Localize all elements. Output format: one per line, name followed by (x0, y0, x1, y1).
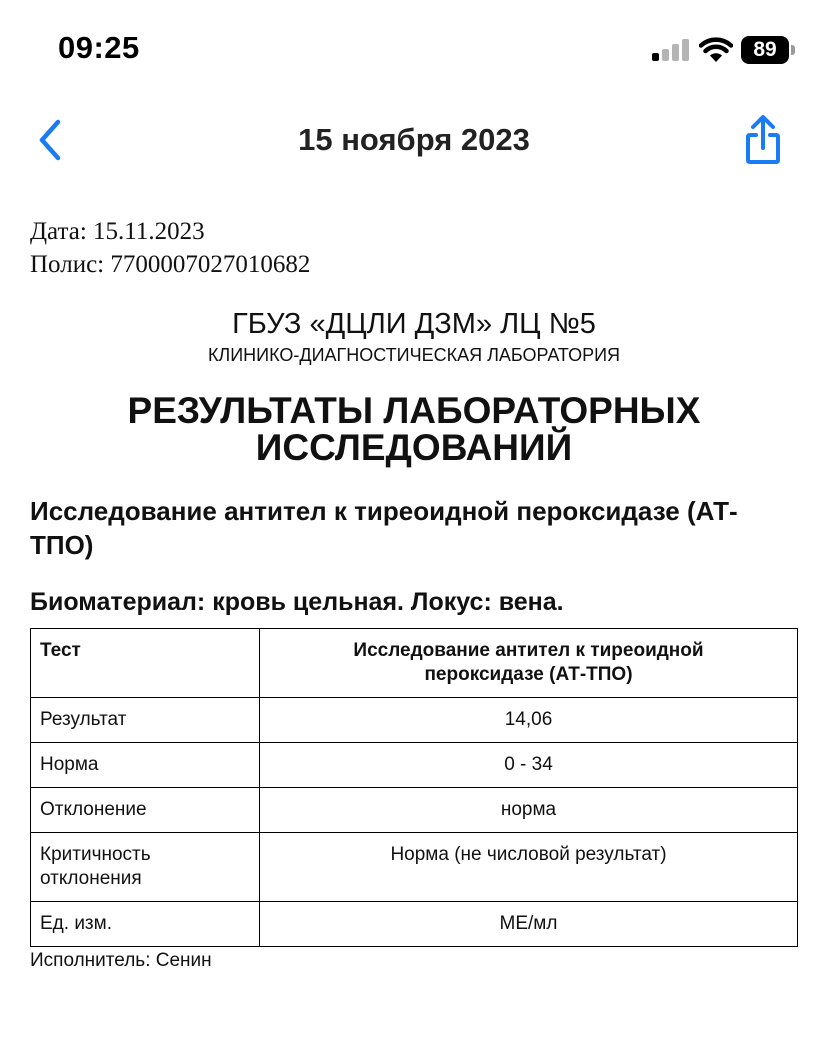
document-heading-line-2: ИССЛЕДОВАНИЙ (255, 427, 573, 468)
table-row (31, 833, 798, 902)
organization-subtitle: КЛИНИКО-ДИАГНОСТИЧЕСКАЯ ЛАБОРАТОРИЯ (207, 345, 621, 365)
performer-line: Исполнитель: Сенин (30, 950, 212, 971)
table-row (31, 698, 798, 743)
table-row (31, 743, 798, 788)
document-heading (60, 392, 768, 466)
test-title: Исследование антител к тиреоидной пероксидазе (АТ-ТПО) (30, 496, 738, 560)
row-value-norm: 0 - 34 (260, 743, 798, 788)
status-time: 09:25 (58, 30, 140, 65)
share-button[interactable] (738, 114, 788, 166)
battery-icon (741, 36, 795, 64)
results-table (30, 628, 798, 947)
table-header-value: Исследование антител к тиреоидной пероксидазе (АТ-ТПО) (260, 629, 798, 698)
nav-title: 15 ноября 2023 (298, 122, 530, 157)
row-label-unit: Ед. изм. (31, 902, 260, 947)
status-bar (0, 0, 828, 100)
biomaterial-line: Биоматериал: кровь цельная. Локус: вена. (30, 588, 564, 616)
signal-icon (652, 39, 690, 61)
table-row (31, 788, 798, 833)
row-value-criticality: Норма (не числовой результат) (260, 833, 798, 902)
navigation-bar (0, 100, 828, 184)
table-header-row (31, 629, 798, 698)
row-label-deviation: Отклонение (31, 788, 260, 833)
row-label-result: Результат (31, 698, 260, 743)
row-value-result: 14,06 (260, 698, 798, 743)
document-meta (30, 215, 310, 281)
row-label-norm: Норма (31, 743, 260, 788)
row-value-deviation: норма (260, 788, 798, 833)
battery-tip (791, 45, 795, 55)
document-heading-line-1: РЕЗУЛЬТАТЫ ЛАБОРАТОРНЫХ (127, 390, 701, 431)
row-value-unit: МЕ/мл (260, 902, 798, 947)
share-icon (738, 114, 788, 166)
row-label-criticality: Критичность отклонения (31, 833, 260, 902)
organization-name: ГБУЗ «ДЦЛИ ДЗМ» ЛЦ №5 (232, 308, 596, 340)
document-date: Дата: 15.11.2023 (30, 218, 205, 245)
table-header-label: Тест (31, 629, 260, 698)
wifi-icon (699, 36, 733, 62)
battery-level: 89 (741, 36, 789, 64)
document-policy: Полис: 7700007027010682 (30, 251, 311, 278)
table-row (31, 902, 798, 947)
